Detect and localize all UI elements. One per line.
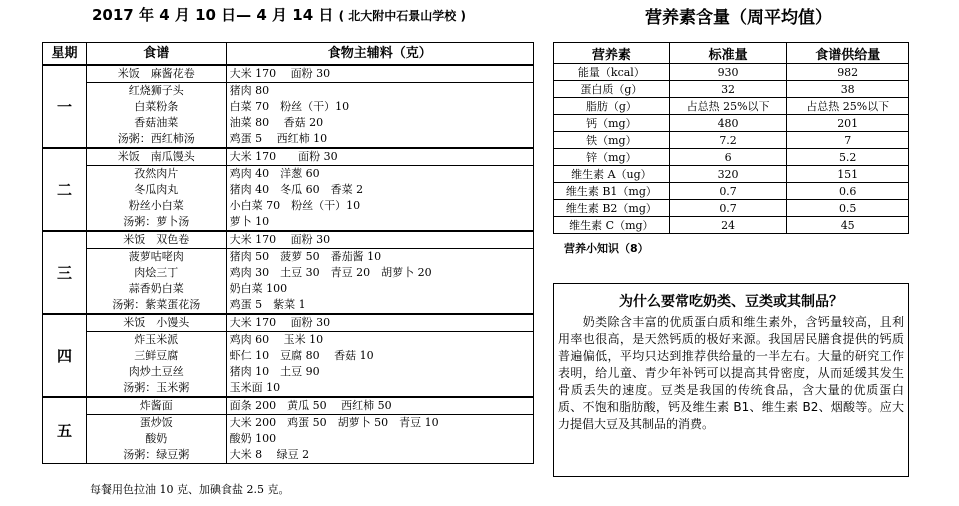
article-body: 奶类除含丰富的优质蛋白质和维生素外，含钙量较高，且利用率也很高，是天然钙质的极好来源。我国居民膳食提供的钙质普遍偏低，平均只达到推荐供给量的一半左右。大量的研究工作表明，给儿童、青少年补钙可以提高其骨密度，从而延缓其发生骨质丢失的速度。豆类是我国的传统食品，含大量的优质蛋白质、不饱和脂肪酸，钙及维生素 B1、维生素 B2、烟酸等。应大力提倡大豆及其制品的消费。 xyxy=(558,315,904,431)
dish-cell: 白菜粉条 xyxy=(86,99,226,115)
ingredients-cell: 鸡肉 40 洋葱 60 xyxy=(226,166,533,183)
dish-cell: 汤粥：玉米粥 xyxy=(86,380,226,397)
weekday-cell: 二 xyxy=(43,148,87,231)
table-row xyxy=(554,81,909,98)
nutrient-name-cell: 维生素 B1（mg） xyxy=(554,183,670,200)
menu-header-row xyxy=(43,43,534,66)
supply-value-cell: 38 xyxy=(787,81,909,98)
nutrient-name-cell: 能量（kcal） xyxy=(554,64,670,81)
table-row xyxy=(554,115,909,132)
dish-cell: 汤粥：西红柿汤 xyxy=(86,131,226,148)
menu-date-title xyxy=(92,4,466,25)
table-row xyxy=(43,332,534,349)
ingredients-cell: 鸡蛋 5 西红柿 10 xyxy=(226,131,533,148)
dish-cell: 红烧狮子头 xyxy=(86,83,226,100)
table-row xyxy=(43,314,534,332)
table-row xyxy=(43,99,534,115)
weekday-cell: 三 xyxy=(43,231,87,314)
table-row xyxy=(554,64,909,81)
standard-value-cell: 占总热 25%以下 xyxy=(669,98,787,115)
standard-value-cell: 0.7 xyxy=(669,183,787,200)
nutrition-header-row xyxy=(554,43,909,64)
dish-cell: 三鲜豆腐 xyxy=(86,348,226,364)
table-row xyxy=(43,83,534,100)
dish-cell: 香菇油菜 xyxy=(86,115,226,131)
ingredients-cell: 大米 200 鸡蛋 50 胡萝卜 50 青豆 10 xyxy=(226,415,533,432)
supply-value-cell: 7 xyxy=(787,132,909,149)
school-name: ( 北大附中石景山学校 ) xyxy=(338,9,466,23)
nutrient-name-cell: 维生素 C（mg） xyxy=(554,217,670,234)
standard-value-cell: 6 xyxy=(669,149,787,166)
ingredients-cell: 鸡肉 30 土豆 30 青豆 20 胡萝卜 20 xyxy=(226,265,533,281)
ingredients-cell: 猪肉 80 xyxy=(226,83,533,100)
nutrient-name-cell: 维生素 B2（mg） xyxy=(554,200,670,217)
dish-cell: 汤粥：绿豆粥 xyxy=(86,447,226,464)
ingredients-cell: 萝卜 10 xyxy=(226,214,533,231)
table-row xyxy=(43,249,534,266)
ingredients-cell: 油菜 80 香菇 20 xyxy=(226,115,533,131)
dish-cell: 粉丝小白菜 xyxy=(86,198,226,214)
standard-value-cell: 480 xyxy=(669,115,787,132)
menu-col-ingredients: 食物主辅料（克） xyxy=(226,43,533,66)
table-row xyxy=(43,447,534,464)
supply-value-cell: 0.6 xyxy=(787,183,909,200)
dish-cell: 蛋炒饭 xyxy=(86,415,226,432)
ingredients-cell: 大米 170 面粉 30 xyxy=(226,148,533,166)
dish-cell: 汤粥：紫菜蛋花汤 xyxy=(86,297,226,314)
dish-cell: 酸奶 xyxy=(86,431,226,447)
standard-value-cell: 7.2 xyxy=(669,132,787,149)
nutrient-name-cell: 脂肪（g） xyxy=(554,98,670,115)
ingredients-cell: 白菜 70 粉丝（干）10 xyxy=(226,99,533,115)
supply-value-cell: 982 xyxy=(787,64,909,81)
ingredients-cell: 大米 170 面粉 30 xyxy=(226,231,533,249)
ingredients-cell: 大米 8 绿豆 2 xyxy=(226,447,533,464)
dish-cell: 孜然肉片 xyxy=(86,166,226,183)
ingredients-cell: 面条 200 黄瓜 50 西红柿 50 xyxy=(226,397,533,415)
nutri-col-nutrient: 营养素 xyxy=(554,43,670,64)
table-row xyxy=(43,198,534,214)
menu-footnote: 每餐用色拉油 10 克、加碘食盐 2.5 克。 xyxy=(90,483,290,496)
ingredients-cell: 猪肉 40 冬瓜 60 香菜 2 xyxy=(226,182,533,198)
nutri-col-standard: 标准量 xyxy=(669,43,787,64)
ingredients-cell: 猪肉 50 菠萝 50 番茄酱 10 xyxy=(226,249,533,266)
table-row xyxy=(43,348,534,364)
supply-value-cell: 5.2 xyxy=(787,149,909,166)
ingredients-cell: 玉米面 10 xyxy=(226,380,533,397)
menu-body xyxy=(43,65,534,464)
supply-value-cell: 0.5 xyxy=(787,200,909,217)
table-row xyxy=(554,132,909,149)
ingredients-cell: 虾仁 10 豆腐 80 香菇 10 xyxy=(226,348,533,364)
weekday-cell: 一 xyxy=(43,65,87,148)
nutrition-title: 营养素含量（周平均值） xyxy=(645,8,832,28)
table-row xyxy=(43,131,534,148)
table-row xyxy=(43,265,534,281)
nutri-col-supply: 食谱供给量 xyxy=(787,43,909,64)
table-row xyxy=(554,183,909,200)
table-row xyxy=(554,217,909,234)
nutrient-name-cell: 铁（mg） xyxy=(554,132,670,149)
dish-cell: 冬瓜肉丸 xyxy=(86,182,226,198)
dish-cell: 炸玉米派 xyxy=(86,332,226,349)
ingredients-cell: 酸奶 100 xyxy=(226,431,533,447)
table-row xyxy=(554,200,909,217)
nutrient-name-cell: 维生素 A（ug） xyxy=(554,166,670,183)
ingredients-cell: 鸡蛋 5 紫菜 1 xyxy=(226,297,533,314)
standard-value-cell: 32 xyxy=(669,81,787,98)
table-row xyxy=(43,364,534,380)
dish-cell: 汤粥：萝卜汤 xyxy=(86,214,226,231)
table-row xyxy=(43,231,534,249)
article-title: 为什么要常吃奶类、豆类或其制品？ xyxy=(619,294,843,310)
table-row xyxy=(43,214,534,231)
table-row xyxy=(43,431,534,447)
weekday-cell: 四 xyxy=(43,314,87,397)
standard-value-cell: 930 xyxy=(669,64,787,81)
ingredients-cell: 猪肉 10 土豆 90 xyxy=(226,364,533,380)
dish-cell: 米饭 麻酱花卷 xyxy=(86,65,226,83)
table-row xyxy=(43,182,534,198)
nutrition-body xyxy=(554,64,909,234)
weekly-menu-table xyxy=(42,42,534,464)
table-row xyxy=(554,166,909,183)
supply-value-cell: 201 xyxy=(787,115,909,132)
table-row xyxy=(43,148,534,166)
nutrient-name-cell: 钙（mg） xyxy=(554,115,670,132)
table-row xyxy=(43,115,534,131)
date-range: 2017 年 4 月 10 日— 4 月 14 日 xyxy=(92,6,334,24)
standard-value-cell: 24 xyxy=(669,217,787,234)
table-row xyxy=(43,281,534,297)
table-row xyxy=(43,380,534,397)
standard-value-cell: 320 xyxy=(669,166,787,183)
nutrient-name-cell: 锌（mg） xyxy=(554,149,670,166)
standard-value-cell: 0.7 xyxy=(669,200,787,217)
supply-value-cell: 占总热 25%以下 xyxy=(787,98,909,115)
dish-cell: 肉烩三丁 xyxy=(86,265,226,281)
dish-cell: 菠萝咕咾肉 xyxy=(86,249,226,266)
table-row xyxy=(554,98,909,115)
ingredients-cell: 大米 170 面粉 30 xyxy=(226,314,533,332)
dish-cell: 肉炒土豆丝 xyxy=(86,364,226,380)
ingredients-cell: 大米 170 面粉 30 xyxy=(226,65,533,83)
nutrient-name-cell: 蛋白质（g） xyxy=(554,81,670,98)
table-row xyxy=(43,397,534,415)
ingredients-cell: 奶白菜 100 xyxy=(226,281,533,297)
supply-value-cell: 151 xyxy=(787,166,909,183)
supply-value-cell: 45 xyxy=(787,217,909,234)
dish-cell: 蒜香奶白菜 xyxy=(86,281,226,297)
menu-col-recipe: 食谱 xyxy=(86,43,226,66)
nutrition-table xyxy=(553,42,909,234)
dish-cell: 米饭 小馒头 xyxy=(86,314,226,332)
table-row xyxy=(554,149,909,166)
dish-cell: 炸酱面 xyxy=(86,397,226,415)
weekday-cell: 五 xyxy=(43,397,87,464)
ingredients-cell: 鸡肉 60 玉米 10 xyxy=(226,332,533,349)
dish-cell: 米饭 双色卷 xyxy=(86,231,226,249)
dish-cell: 米饭 南瓜馒头 xyxy=(86,148,226,166)
table-row xyxy=(43,297,534,314)
table-row xyxy=(43,415,534,432)
table-row xyxy=(43,166,534,183)
ingredients-cell: 小白菜 70 粉丝（干）10 xyxy=(226,198,533,214)
menu-col-weekday: 星期 xyxy=(43,43,87,66)
table-row xyxy=(43,65,534,83)
nutrition-tip-label: 营养小知识（8） xyxy=(564,242,649,255)
